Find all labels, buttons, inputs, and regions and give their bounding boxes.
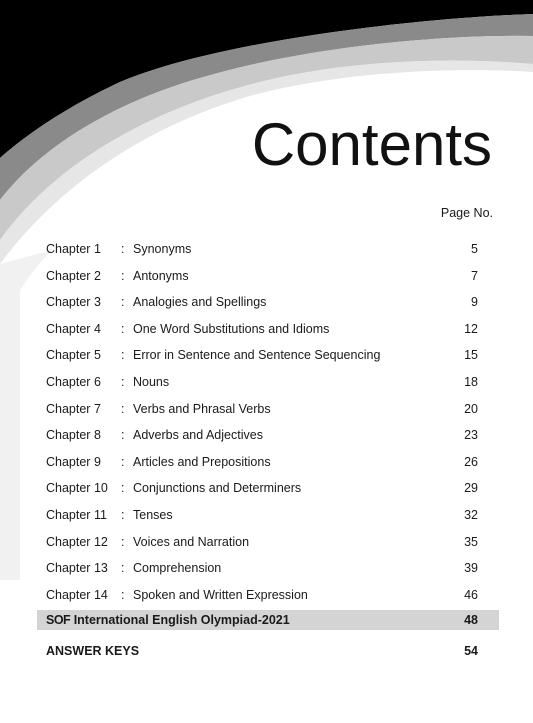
toc-row[interactable] (37, 422, 499, 449)
toc-row[interactable] (37, 529, 499, 556)
chapter-label: Chapter 11 (46, 507, 107, 522)
chapter-page-number: 23 (464, 428, 478, 443)
chapter-topic: Spoken and Written Expression (133, 587, 308, 602)
chapter-label: Chapter 6 (46, 374, 101, 389)
separator-colon: : (121, 401, 125, 416)
toc-row[interactable] (37, 263, 499, 290)
chapter-page-number: 35 (464, 534, 478, 549)
chapter-topic: One Word Substitutions and Idioms (133, 321, 330, 336)
chapter-topic: Comprehension (133, 561, 222, 576)
toc-row[interactable] (37, 582, 499, 609)
toc-row[interactable] (37, 555, 499, 582)
separator-colon: : (121, 561, 125, 576)
chapter-page-number: 26 (464, 454, 478, 469)
chapter-topic: Antonyms (133, 268, 189, 283)
chapter-topic: Error in Sentence and Sentence Sequencing (133, 348, 381, 363)
olympiad-page-number: 48 (464, 613, 478, 628)
chapter-label: Chapter 9 (46, 454, 101, 469)
chapter-label: Chapter 1 (46, 242, 101, 256)
separator-colon: : (121, 295, 125, 310)
chapter-page-number: 46 (464, 587, 478, 602)
chapter-topic: Articles and Prepositions (133, 454, 271, 469)
chapter-label: Chapter 12 (46, 534, 108, 549)
toc-row[interactable] (37, 396, 499, 423)
chapter-topic: Voices and Narration (133, 534, 250, 549)
separator-colon: : (121, 321, 125, 336)
chapter-label: Chapter 5 (46, 348, 101, 363)
separator-colon: : (121, 428, 125, 443)
separator-colon: : (121, 268, 125, 283)
chapter-label: Chapter 14 (46, 587, 108, 602)
sof-logo-mark: SOF (46, 613, 71, 628)
separator-colon: : (121, 481, 125, 496)
chapter-topic: Tenses (133, 507, 173, 522)
chapter-label: Chapter 3 (46, 295, 101, 310)
chapter-label: Chapter 8 (46, 428, 101, 443)
olympiad-entry-label (46, 610, 290, 630)
separator-colon: : (121, 348, 125, 363)
toc-row-answer-keys[interactable] (37, 638, 499, 665)
separator-colon: : (121, 587, 125, 602)
chapter-page-number: 9 (471, 295, 478, 310)
page-title: Contents (251, 111, 492, 178)
toc-row[interactable] (37, 369, 499, 396)
separator-colon: : (121, 242, 125, 256)
chapter-page-number: 15 (464, 348, 478, 363)
toc-row[interactable] (37, 316, 499, 343)
chapter-page-number: 18 (464, 374, 478, 389)
chapter-topic: Nouns (133, 374, 170, 389)
answer-keys-label: ANSWER KEYS (46, 644, 140, 659)
toc-row[interactable] (37, 342, 499, 369)
chapter-page-number: 5 (471, 242, 478, 256)
separator-colon: : (121, 454, 125, 469)
answer-keys-page-number: 54 (464, 644, 478, 659)
separator-colon: : (121, 374, 125, 389)
chapter-page-number: 7 (471, 268, 478, 283)
toc-row[interactable] (37, 236, 499, 263)
chapter-page-number: 39 (464, 561, 478, 576)
separator-colon: : (121, 534, 125, 549)
toc-row[interactable] (37, 289, 499, 316)
chapter-label: Chapter 7 (46, 401, 101, 416)
chapter-topic: Verbs and Phrasal Verbs (133, 401, 271, 416)
chapter-label: Chapter 2 (46, 268, 101, 283)
toc-row[interactable] (37, 475, 499, 502)
chapter-topic: Adverbs and Adjectives (133, 428, 263, 443)
table-of-contents (37, 236, 499, 665)
chapter-page-number: 32 (464, 507, 478, 522)
toc-row-olympiad-paper[interactable] (37, 610, 499, 630)
page-number-column-header: Page No. (440, 206, 493, 220)
chapter-label: Chapter 10 (46, 481, 108, 496)
chapter-label: Chapter 4 (46, 321, 101, 336)
chapter-topic: Analogies and Spellings (133, 295, 267, 310)
chapter-topic: Synonyms (133, 242, 192, 256)
toc-row[interactable] (37, 502, 499, 529)
chapter-topic: Conjunctions and Determiners (133, 481, 302, 496)
chapter-page-number: 12 (464, 321, 478, 336)
chapter-label: Chapter 13 (46, 561, 108, 576)
separator-colon: : (121, 507, 125, 522)
toc-row[interactable] (37, 449, 499, 476)
chapter-page-number: 29 (464, 481, 478, 496)
chapter-page-number: 20 (464, 401, 478, 416)
olympiad-entry-text: International English Olympiad-2021 (73, 613, 290, 628)
